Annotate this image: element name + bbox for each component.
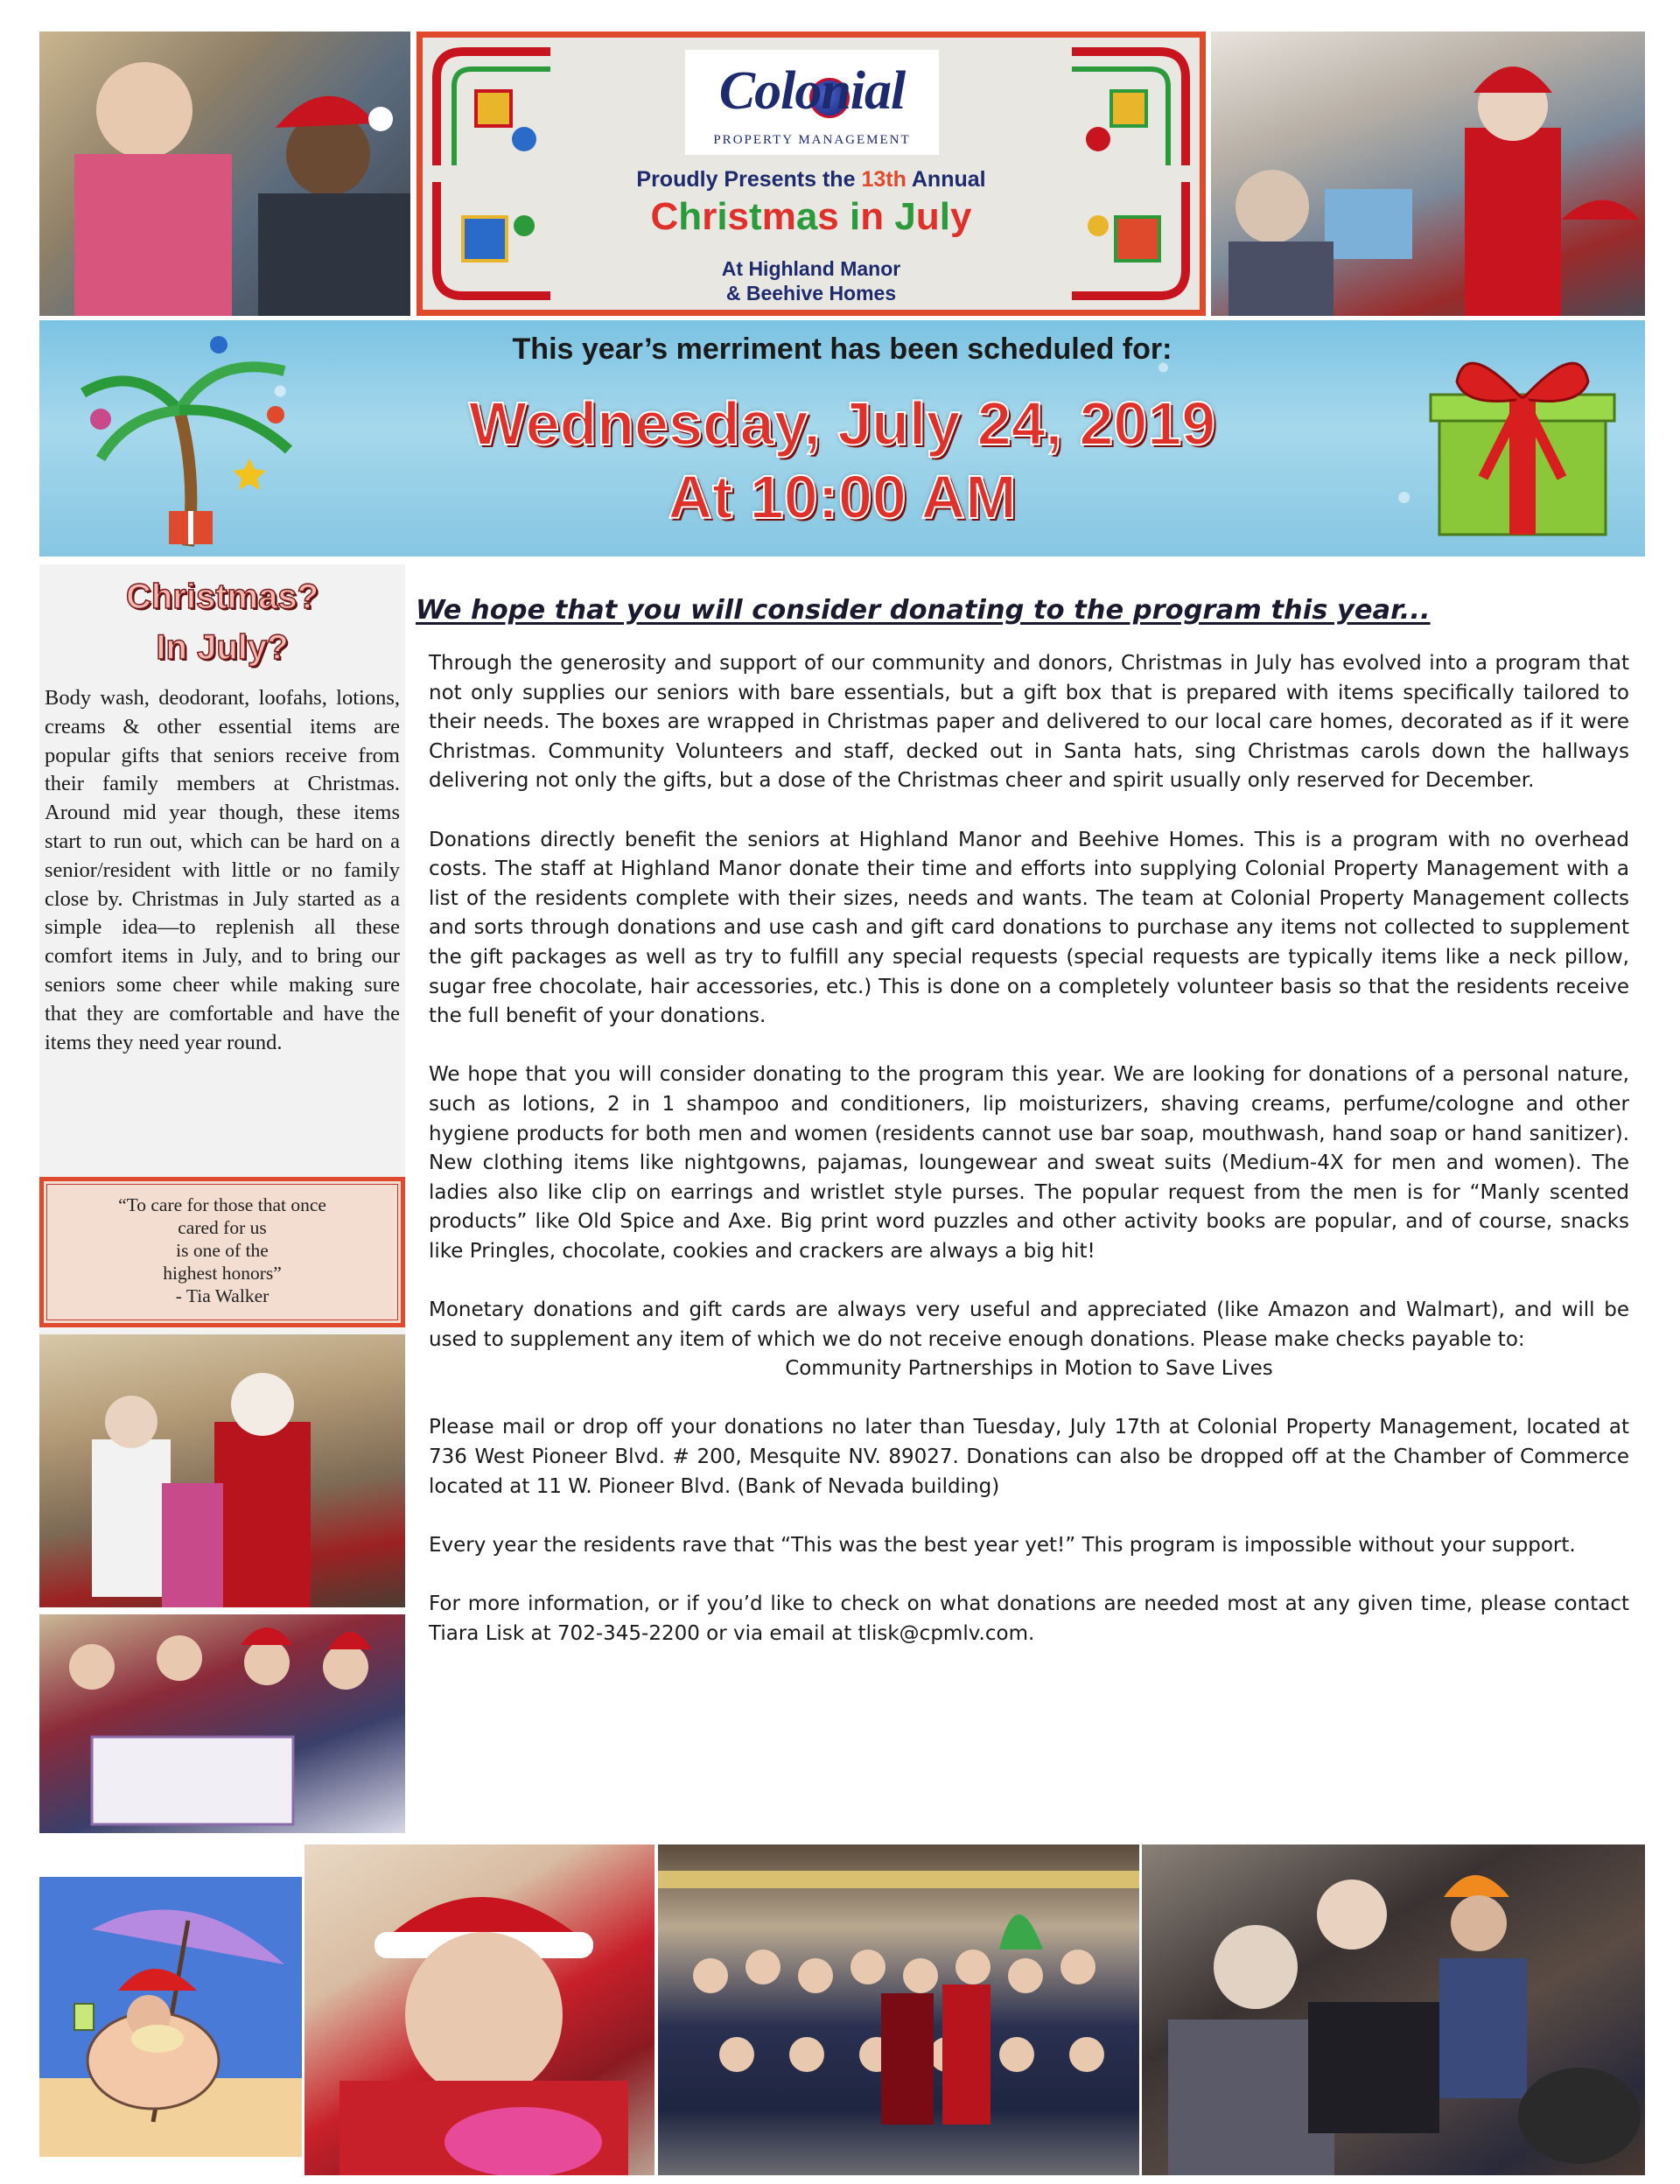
location-line-2: & Beehive Homes (725, 282, 897, 304)
main-body (429, 649, 1629, 1678)
photo-volunteer-group (658, 1844, 1139, 2175)
santa-beach-illustration (39, 1859, 302, 2157)
quote-box (39, 1177, 405, 1327)
paragraph-donation-items: We hope that you will consider donating to the program this year. We are looking for donations of a personal nature, such as lotions, 2 in 1 shampoo and conditioners, lip moisturizers, shaving creams, perfume/cologne and other hygiene products for both men and women (residents cannot use bar soap, mouthwash, hand soap or hand sanitizer). New clothing items like nightgowns, pajamas, loungewear and sweat suits (Medium-4X for men and women). The ladies also like clip on earrings and wristlet style purses. The popular request from the men is for “Manly scented products” like Old Spice and Axe. Big print word puzzles and other activity books are popular, and of course, snacks like Pringles, chocolate, cookies and crackers are always a big hit! (429, 1063, 1629, 1263)
paragraph-contact-info: For more information, or if you’d like to check on what donations are needed most at any given time, please contact Tiara Lisk at 702-345-2200 or via email at tlisk@cpmlv.com. (429, 1592, 1629, 1645)
title-letter: a (795, 195, 818, 238)
gift-box-icon (1422, 346, 1623, 539)
photo-residents-living-room (1142, 1844, 1645, 2175)
banner-subtitle: This year’s merriment has been scheduled for: (512, 332, 1172, 366)
logo-subtitle: PROPERTY MANAGEMENT (713, 133, 911, 147)
paragraph-monetary-donations: Monetary donations and gift cards are always very useful and appreciated (like Amazon and Walmart), and will be used to supplement any item of which we do not receive enough donations. Please make checks payable to: (429, 1298, 1629, 1351)
title-letter: m (761, 195, 796, 238)
title-letter: C (650, 195, 679, 238)
paragraph-residents-rave: Every year the residents rave that “This was the best year yet!” This program is impossible without your support. (429, 1533, 1576, 1557)
title-letter: i (717, 195, 728, 238)
presents-number: 13th (861, 167, 906, 192)
event-date: Wednesday, July 24, 2019 (468, 389, 1216, 458)
title-letter: y (949, 195, 972, 238)
sidebar-title-line-2: In July? (156, 628, 289, 667)
title-letter (884, 195, 894, 238)
sidebar-body: Body wash, deodorant, loofahs, lotions, creams & other essential items are popular gifts that seniors receive from their family members at Christmas. Around mid year though, these items start to run out, which can be hard on a senior/resident with little or no family close by. Christmas in July started as a simple idea—to replenish all these comfort items in July, and to bring our seniors some cheer while making sure that they are comfortable and have the items they need year round. (45, 686, 400, 1054)
title-letter: i (850, 195, 861, 238)
photo-scene (39, 32, 410, 316)
photo-resident-with-volunteer (39, 32, 410, 316)
photo-scene (39, 1334, 405, 1607)
presents-prefix: Proudly Presents the (636, 167, 856, 192)
logo-text: Colonial (718, 61, 906, 121)
presents-suffix: Annual (911, 167, 986, 192)
sidebar-title-line-1: Christmas? (125, 578, 319, 616)
title-letter: s (817, 195, 839, 238)
title-letter: r (702, 195, 718, 238)
title-letter: n (860, 195, 885, 238)
photo-resident-santa-hat (304, 1844, 654, 2175)
title-letter: J (894, 195, 916, 238)
sidebar-title (39, 571, 405, 673)
photo-santa-and-residents (1211, 32, 1645, 316)
title-letter: s (727, 195, 750, 238)
presents-line (423, 167, 1200, 192)
paragraph-program-overview: Through the generosity and support of our community and donors, Christmas in July has evolved into a program that not only supplies our seniors with bare essentials, but a gift box that is prepared with items specifically tailored to their needs. The boxes are wrapped in Christmas paper and delivered to our local care homes, decorated as if it were Christmas. Community Volunteers and staff, decked out in Santa hats, sing Christmas carols down the hallways delivering not only the gifts, but a dose of the Christmas cheer and spirit usually only reserved for December. (429, 652, 1629, 793)
event-time: At 10:00 AM (668, 463, 1017, 531)
paragraph-drop-off: Please mail or drop off your donations no later than Tuesday, July 17th at Colonial Property Management, located at 736 West Pioneer Blvd. # 200, Mesquite NV. 89027. Donations can also be dropped off at the Chamber of Commerce located at 11 W. Pioneer Blvd. (Bank of Nevada building) (429, 1416, 1629, 1498)
event-header-card (416, 32, 1206, 316)
event-date-banner (39, 320, 1645, 556)
photo-check-presentation (39, 1614, 405, 1833)
title-letter: l (939, 195, 950, 238)
photo-scene (1211, 32, 1645, 316)
event-location (423, 256, 1200, 305)
photo-scene (304, 1844, 654, 2175)
main-heading: We hope that you will consider donating to the program this year... (416, 595, 1431, 626)
santa-beach-icon (39, 1859, 302, 2157)
candy-cane-ornament-icon (428, 43, 559, 174)
quote-text: “To care for those that once cared for us is one of the highest honors” - Tia Walker (118, 1194, 326, 1306)
ornament-corner-icon (1063, 43, 1194, 174)
location-line-1: At Highland Manor (721, 257, 901, 280)
photo-scene (658, 1844, 1139, 2175)
photo-santa-dining-room (39, 1334, 405, 1607)
title-letter (839, 195, 850, 238)
title-letter: h (678, 195, 703, 238)
title-letter: u (915, 195, 940, 238)
photo-scene (1142, 1844, 1645, 2175)
check-payee: Community Partnerships in Motion to Save Lives (785, 1357, 1273, 1381)
photo-scene (39, 1614, 405, 1833)
title-letter: t (749, 195, 762, 238)
company-logo (685, 50, 939, 155)
christmas-in-july-title (423, 195, 1200, 239)
paragraph-donations-benefit: Donations directly benefit the seniors at Highland Manor and Beehive Homes. This is a program with no overhead costs. The staff at Highland Manor donate their time and efforts into supplying Colonial Property Management with a list of the residents complete with their sizes, needs and wants. The team at Colonial Property Management collects and sorts through donations and use cash and gift card donations to purchase any items not collected to supplement the gift packages as well as try to fulfill any special requests (special requests are typically items like a neck pillow, sugar free chocolate, hair accessories, etc.) This is done on a completely volunteer basis so that the residents receive the full benefit of your donations. (429, 828, 1629, 1028)
